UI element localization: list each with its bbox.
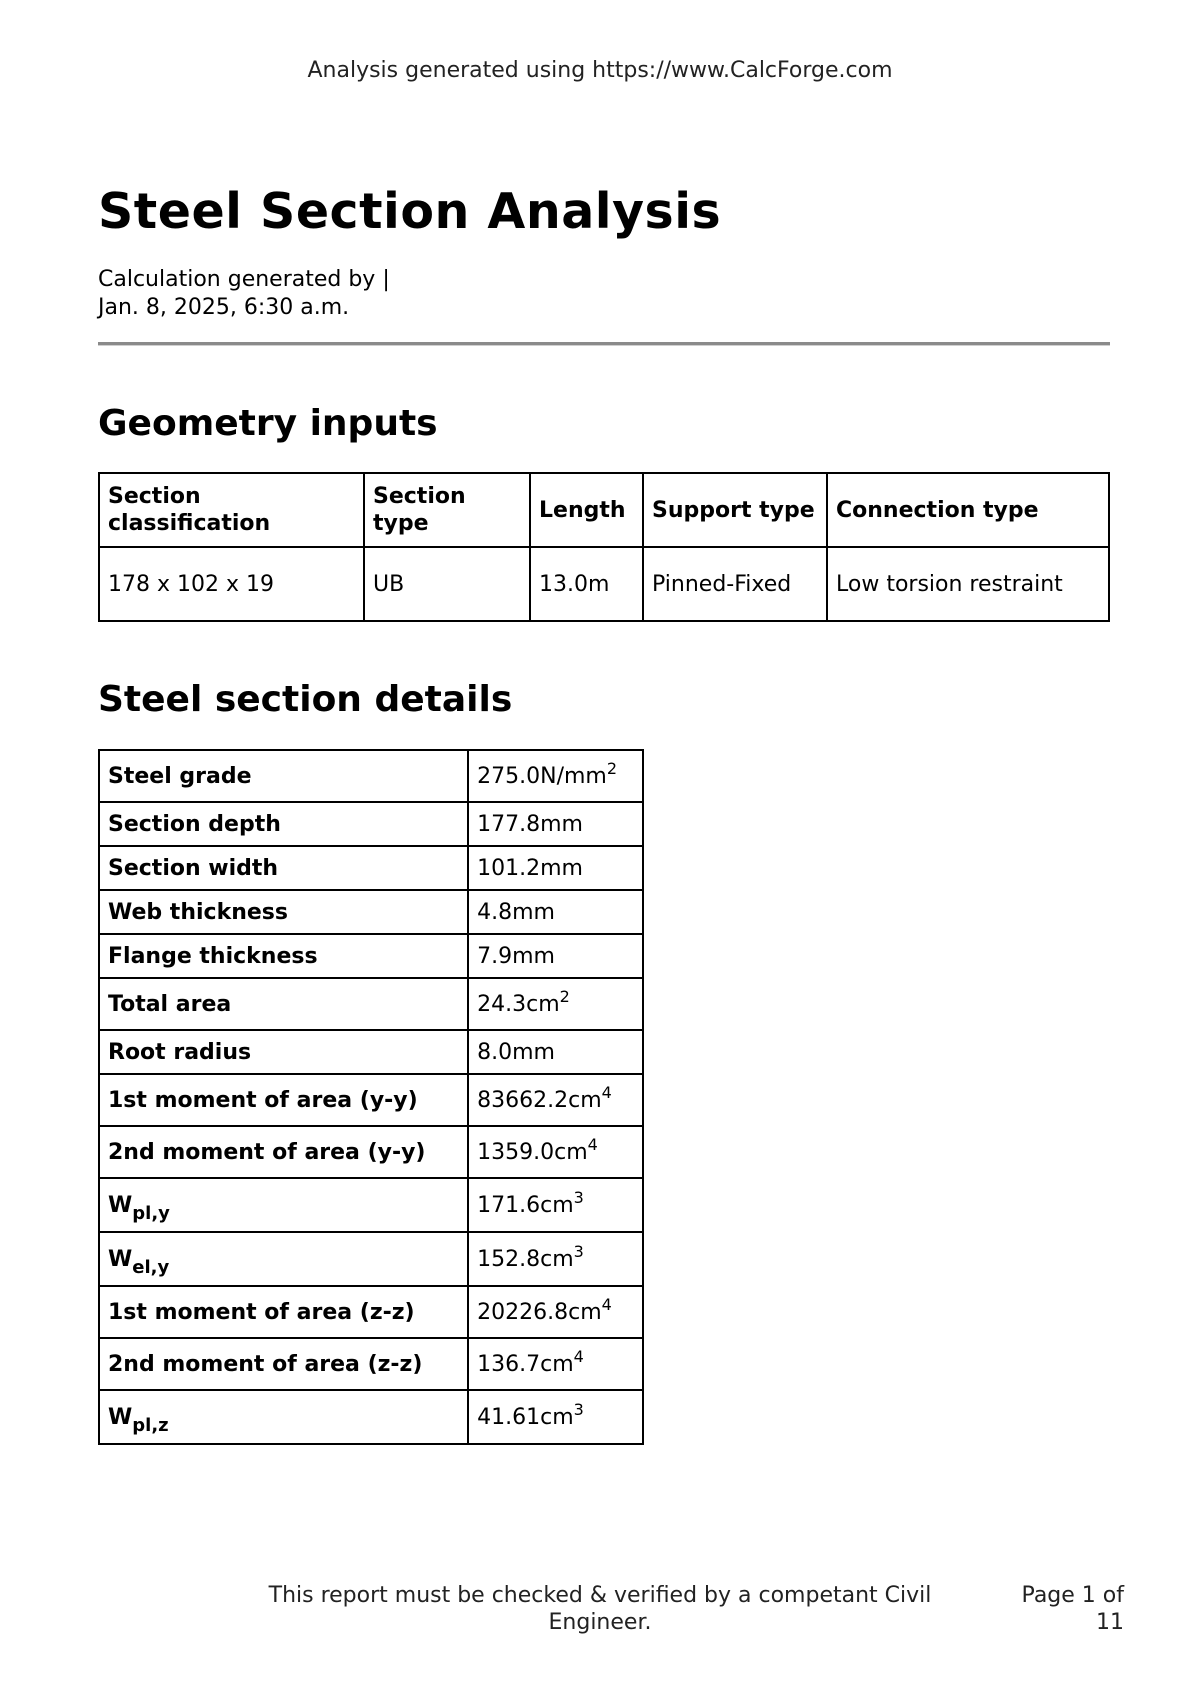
detail-value-text: 83662.2cm [477,1087,602,1113]
detail-value-text: 275.0N/mm [477,763,607,789]
geometry-heading: Geometry inputs [98,402,438,444]
detail-unit-superscript: 4 [573,1346,584,1366]
detail-label-text: W [108,1192,133,1218]
geometry-table [98,472,1110,622]
detail-value-text: 8.0mm [477,1039,555,1065]
detail-value [468,1390,643,1444]
header-note: Analysis generated using https://www.CalcForge.com [307,58,893,83]
detail-value-text: 1359.0cm [477,1139,588,1165]
detail-label [99,934,468,978]
detail-label-text: Root radius [108,1039,252,1065]
detail-value [468,802,643,846]
details-row [99,1178,643,1232]
detail-value [468,978,643,1030]
detail-label [99,1126,468,1178]
details-row [99,934,643,978]
detail-label [99,1286,468,1338]
details-body [99,750,643,1444]
detail-label [99,1178,468,1232]
generated-by-text: Calculation generated by | [98,266,390,292]
detail-label-subscript: el,y [132,1256,170,1278]
detail-label-subscript: pl,z [132,1414,169,1436]
detail-label-text: W [108,1246,133,1272]
cell-section-type: UB [364,547,530,621]
detail-label-subscript: pl,y [132,1202,170,1224]
detail-label [99,890,468,934]
detail-value [468,1178,643,1232]
detail-unit-superscript: 3 [573,1187,584,1207]
detail-value [468,1286,643,1338]
detail-label-text: Flange thickness [108,943,318,969]
cell-connection-type: Low torsion restraint [827,547,1109,621]
detail-value [468,1030,643,1074]
details-row [99,802,643,846]
cell-length: 13.0m [530,547,643,621]
generated-date: Jan. 8, 2025, 6:30 a.m. [98,294,350,320]
details-row [99,1126,643,1178]
details-row [99,890,643,934]
detail-unit-superscript: 3 [573,1399,584,1419]
detail-label [99,750,468,802]
detail-label [99,1030,468,1074]
detail-value-text: 24.3cm [477,991,560,1017]
page-title: Steel Section Analysis [98,183,722,240]
page-number: Page 1 of 11 [1021,1583,1124,1635]
detail-value [468,1338,643,1390]
details-row [99,1286,643,1338]
details-row [99,1232,643,1286]
detail-label-text: 1st moment of area (y-y) [108,1087,418,1113]
detail-label [99,1338,468,1390]
detail-value [468,890,643,934]
report-content [98,185,1110,1445]
detail-label [99,846,468,890]
detail-value [468,846,643,890]
detail-value [468,1126,643,1178]
details-row [99,750,643,802]
details-row [99,1390,643,1444]
detail-label-text: Web thickness [108,899,288,925]
details-heading: Steel section details [98,679,513,721]
calculation-meta [98,266,1110,322]
detail-value-text: 41.61cm [477,1404,574,1430]
details-row [99,1338,643,1390]
detail-unit-superscript: 2 [606,758,618,778]
detail-label-text: Total area [108,991,232,1017]
detail-unit-superscript: 3 [573,1241,584,1261]
details-row [99,1074,643,1126]
detail-value [468,750,643,802]
geometry-header-row [99,473,1109,547]
details-row [99,846,643,890]
detail-unit-superscript: 4 [601,1082,612,1102]
geometry-data-row [99,547,1109,621]
detail-unit-superscript: 4 [601,1294,612,1314]
detail-value [468,1074,643,1126]
detail-value-text: 7.9mm [477,943,555,969]
details-row [99,1030,643,1074]
detail-label [99,978,468,1030]
details-row [99,978,643,1030]
footer-disclaimer: This report must be checked & verified by a competant Civil Engineer. [268,1583,932,1635]
col-section-classification: Section classification [99,473,364,547]
detail-value-text: 152.8cm [477,1246,574,1272]
col-section-type: Section type [364,473,530,547]
detail-label-text: 2nd moment of area (z-z) [108,1351,423,1377]
detail-label-text: W [108,1404,133,1430]
detail-label-text: 1st moment of area (z-z) [108,1299,415,1325]
detail-value-text: 20226.8cm [477,1299,602,1325]
detail-label-text: Steel grade [108,763,252,789]
detail-unit-superscript: 2 [559,986,570,1006]
detail-label [99,1074,468,1126]
title-divider [98,342,1110,346]
detail-value-text: 4.8mm [477,899,555,925]
detail-label [99,802,468,846]
detail-value-text: 177.8mm [477,811,583,837]
detail-value-text: 101.2mm [477,855,583,881]
detail-value [468,934,643,978]
detail-label [99,1390,468,1444]
detail-unit-superscript: 4 [587,1134,598,1154]
detail-value [468,1232,643,1286]
detail-label [99,1232,468,1286]
cell-section-classification: 178 x 102 x 19 [99,547,364,621]
col-connection-type: Connection type [827,473,1109,547]
col-support-type: Support type [643,473,827,547]
detail-label-text: Section depth [108,811,281,837]
details-table [98,749,644,1445]
detail-value-text: 171.6cm [477,1192,574,1218]
col-length: Length [530,473,643,547]
detail-value-text: 136.7cm [477,1351,574,1377]
detail-label-text: Section width [108,855,279,881]
detail-label-text: 2nd moment of area (y-y) [108,1139,426,1165]
cell-support-type: Pinned-Fixed [643,547,827,621]
